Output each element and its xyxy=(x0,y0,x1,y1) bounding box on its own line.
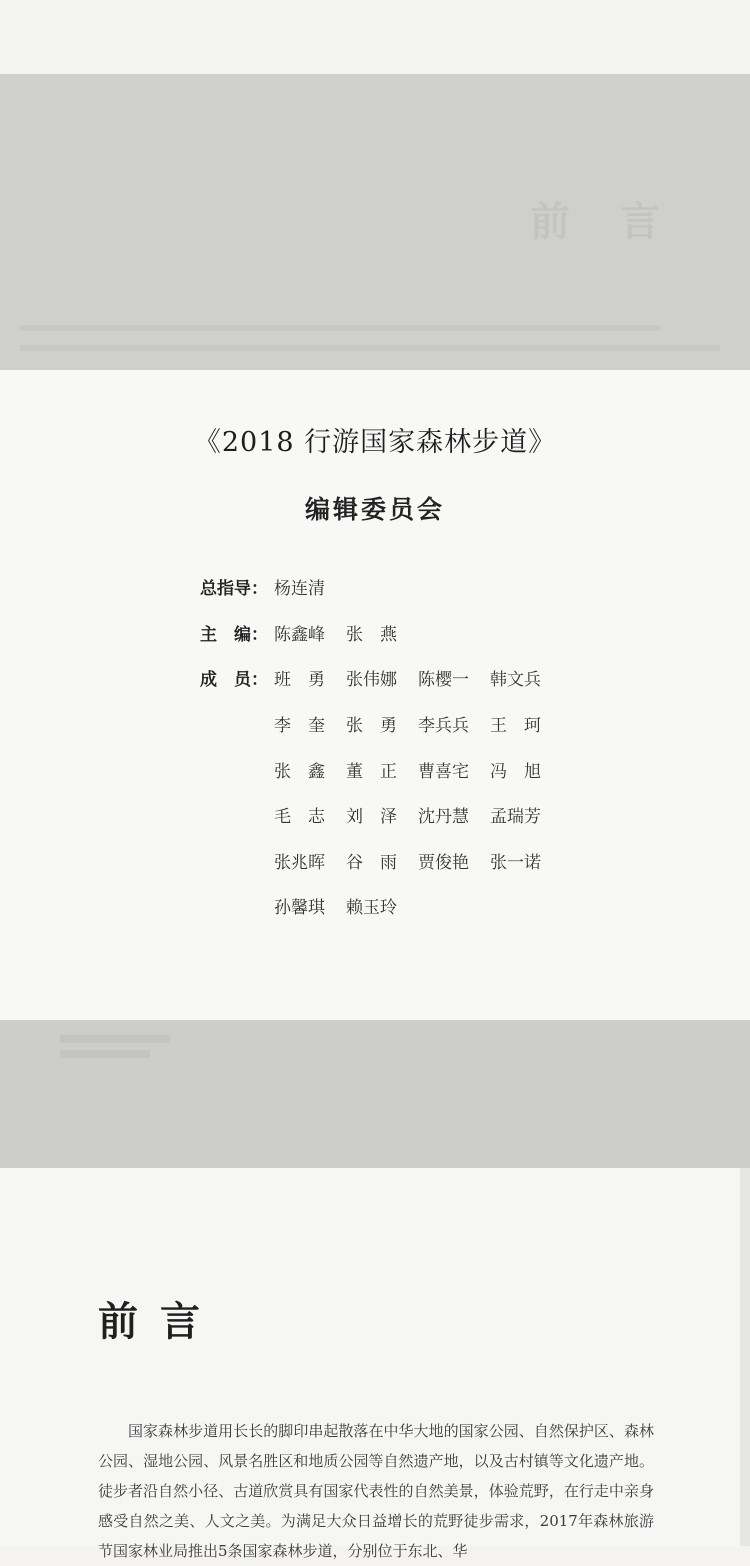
members-row xyxy=(200,893,418,918)
members-label: 成 员： xyxy=(200,670,268,690)
editor-name: 陈鑫峰 xyxy=(274,625,325,645)
director-name: 杨连清 xyxy=(274,579,325,599)
member-name: 冯 旭 xyxy=(490,762,541,782)
member-name: 沈丹慧 xyxy=(418,807,469,827)
member-name: 董 正 xyxy=(346,762,397,782)
members-row xyxy=(200,802,562,827)
member-name: 毛 志 xyxy=(274,807,325,827)
member-name: 韩文兵 xyxy=(490,670,541,690)
member-name: 陈樱一 xyxy=(418,670,469,690)
ghost-heading: 前 言 xyxy=(530,198,678,245)
member-name: 李 奎 xyxy=(274,716,325,736)
member-name: 谷 雨 xyxy=(346,853,397,873)
page-edge xyxy=(740,1168,750,1546)
preface-paragraph: 国家森林步道用长长的脚印串起散落在中华大地的国家公园、自然保护区、森林公园、湿地公园、风景名胜区和地质公园等自然遗产地，以及古村镇等文化遗产地。徒步者沿自然小径、古道欣赏具有国家代表性的自然美景，体验荒野，在行走中亲身感受自然之美、人文之美。为满足大众日益增长的荒野徒步需求，2017年森林旅游节国家林业局推出5条国家森林步道，分别位于东北、华 xyxy=(98,1422,654,1560)
members-row xyxy=(200,665,562,690)
editor-row xyxy=(200,620,418,645)
member-name: 孟瑞芳 xyxy=(490,807,541,827)
member-name: 李兵兵 xyxy=(418,716,469,736)
member-name: 张 勇 xyxy=(346,716,397,736)
member-name: 张伟娜 xyxy=(346,670,397,690)
committee-page xyxy=(0,370,750,1020)
member-name: 张 鑫 xyxy=(274,762,325,782)
committee-heading: 编辑委员会 xyxy=(304,495,445,524)
members-row xyxy=(200,848,562,873)
ghost-text-line xyxy=(60,1050,150,1058)
members-row xyxy=(200,757,562,782)
ghost-text-line xyxy=(20,345,720,351)
member-name: 孙馨琪 xyxy=(274,898,325,918)
preface-title: 前言 xyxy=(98,1299,222,1345)
top-page-edge xyxy=(0,0,750,74)
director-label: 总指导： xyxy=(200,579,268,599)
director-row xyxy=(200,574,346,599)
book-title: 《2018 行游国家森林步道》 xyxy=(193,427,557,458)
member-name: 张一诺 xyxy=(490,853,541,873)
editor-name: 张 燕 xyxy=(346,625,397,645)
member-name: 曹喜宅 xyxy=(418,762,469,782)
members-row xyxy=(200,711,562,736)
member-name: 班 勇 xyxy=(274,670,325,690)
member-name: 张兆晖 xyxy=(274,853,325,873)
editor-label: 主 编： xyxy=(200,625,268,645)
member-name: 赖玉玲 xyxy=(346,898,397,918)
member-name: 刘 泽 xyxy=(346,807,397,827)
member-name: 贾俊艳 xyxy=(418,853,469,873)
member-name: 王 珂 xyxy=(490,716,541,736)
ghost-text-line xyxy=(20,325,660,331)
ghost-text-line xyxy=(60,1035,170,1043)
